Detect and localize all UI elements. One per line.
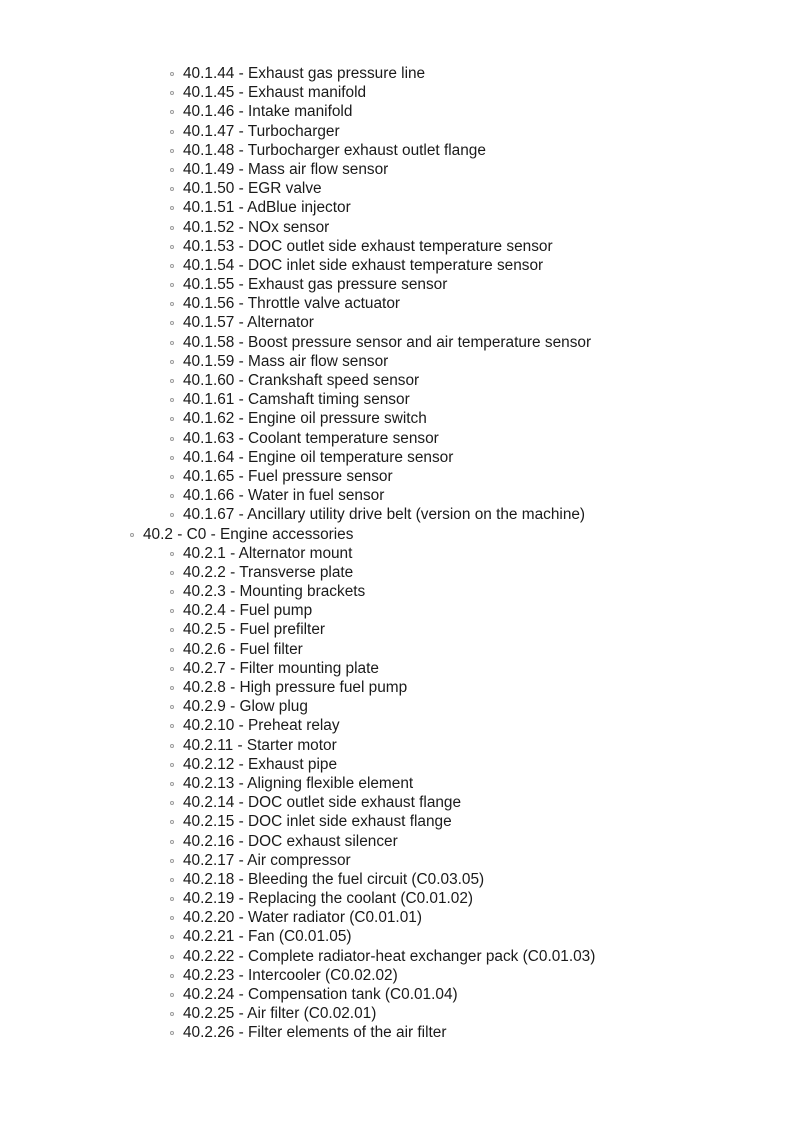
list-item [0,102,794,121]
list-item [0,947,794,966]
bullet-icon [170,302,174,306]
list-item [0,218,794,237]
bullet-icon [170,245,174,249]
list-item-label: 40.2.16 - DOC exhaust silencer [183,832,398,850]
bullet-icon [170,283,174,287]
list-item-label: 40.2.22 - Complete radiator-heat exchanger pack (C0.01.03) [183,947,596,965]
bullet-icon [170,724,174,728]
list-item [0,294,794,313]
list-item [0,870,794,889]
list-item-label: 40.2.14 - DOC outlet side exhaust flange [183,794,462,812]
list-item-label: 40.1.58 - Boost pressure sensor and air temperature sensor [183,333,592,351]
bullet-icon [170,744,174,748]
bullet-icon [170,91,174,95]
list-item [0,371,794,390]
bullet-icon [170,110,174,114]
bullet-icon [170,226,174,230]
list-item [0,448,794,467]
list-item [0,601,794,620]
bullet-icon [170,686,174,690]
list-item-label: 40.1.65 - Fuel pressure sensor [183,467,393,485]
bullet-icon [170,360,174,364]
bullet-icon [170,494,174,498]
list-item-label: 40.2.11 - Starter motor [183,736,337,754]
list-item [0,678,794,697]
list-item [0,889,794,908]
bullet-icon [170,552,174,556]
bullet-icon [170,935,174,939]
list-item [0,83,794,102]
list-item-label: 40.2.21 - Fan (C0.01.05) [183,928,352,946]
list-item [0,409,794,428]
bullet-icon [170,379,174,383]
list-item [0,812,794,831]
bullet-icon [170,609,174,613]
list-item [0,659,794,678]
list-item [0,1023,794,1042]
list-item-label: 40.2.13 - Aligning flexible element [183,774,414,792]
bullet-icon [170,590,174,594]
section-heading [0,525,794,544]
list-item [0,966,794,985]
list-item-label: 40.1.66 - Water in fuel sensor [183,487,385,505]
list-item [0,851,794,870]
list-item-label: 40.1.55 - Exhaust gas pressure sensor [183,276,448,294]
document-page [0,64,794,1043]
list-item [0,832,794,851]
list-item-label: 40.2.4 - Fuel pump [183,602,313,620]
list-item-label: 40.1.48 - Turbocharger exhaust outlet flange [183,141,486,159]
bullet-icon [170,628,174,632]
bullet-icon [170,130,174,134]
list-item [0,544,794,563]
bullet-icon [170,168,174,172]
list-item-label: 40.2.6 - Fuel filter [183,640,303,658]
list-item [0,429,794,448]
table-of-contents [0,64,794,1043]
list-item-label: 40.1.64 - Engine oil temperature sensor [183,448,454,466]
list-item [0,582,794,601]
bullet-icon [170,993,174,997]
list-item-label: 40.2.5 - Fuel prefilter [183,621,326,639]
list-item-label: 40.1.50 - EGR valve [183,180,322,198]
list-item [0,390,794,409]
bullet-icon [170,840,174,844]
bullet-icon [170,974,174,978]
list-item [0,985,794,1004]
bullet-icon [170,1031,174,1035]
list-item-label: 40.1.61 - Camshaft timing sensor [183,391,410,409]
list-item [0,774,794,793]
bullet-icon [170,72,174,76]
bullet-icon [170,859,174,863]
bullet-icon [170,437,174,441]
list-item [0,198,794,217]
bullet-icon [170,897,174,901]
list-item-label: 40.2.17 - Air compressor [183,851,351,869]
list-item [0,64,794,83]
bullet-icon [170,763,174,767]
list-item-label: 40.2.7 - Filter mounting plate [183,659,379,677]
bullet-icon [170,456,174,460]
list-item [0,313,794,332]
list-item [0,467,794,486]
bullet-icon [170,149,174,153]
list-item [0,141,794,160]
list-item-label: 40.1.57 - Alternator [183,314,314,332]
list-item-label: 40.1.54 - DOC inlet side exhaust temperature sensor [183,256,544,274]
list-item-label: 40.2.10 - Preheat relay [183,717,340,735]
list-item [0,620,794,639]
list-item [0,697,794,716]
list-item-label: 40.1.52 - NOx sensor [183,218,330,236]
list-item [0,927,794,946]
list-item-label: 40.2.25 - Air filter (C0.02.01) [183,1005,377,1023]
list-item [0,736,794,755]
list-item-label: 40.2.3 - Mounting brackets [183,583,366,601]
list-item [0,755,794,774]
list-item-label: 40.2.12 - Exhaust pipe [183,755,338,773]
bullet-icon [170,398,174,402]
bullet-icon [170,705,174,709]
bullet-icon [170,782,174,786]
list-item-label: 40.2.9 - Glow plug [183,698,308,716]
list-item-label: 40.2.26 - Filter elements of the air filter [183,1024,447,1042]
list-item-label: 40.1.47 - Turbocharger [183,122,340,140]
list-item [0,352,794,371]
list-item-label: 40.1.63 - Coolant temperature sensor [183,429,439,447]
list-item [0,1004,794,1023]
list-item [0,237,794,256]
list-item [0,160,794,179]
bullet-icon [170,1012,174,1016]
list-item-label: 40.1.62 - Engine oil pressure switch [183,410,427,428]
bullet-icon [170,417,174,421]
bullet-icon [170,264,174,268]
list-item [0,179,794,198]
list-item [0,275,794,294]
list-item-label: 40.1.59 - Mass air flow sensor [183,352,389,370]
list-item [0,716,794,735]
list-item [0,333,794,352]
bullet-icon [170,916,174,920]
list-item-label: 40.1.49 - Mass air flow sensor [183,160,389,178]
list-item-label: 40.1.46 - Intake manifold [183,103,353,121]
bullet-icon [170,801,174,805]
bullet-icon [170,648,174,652]
list-item-label: 40.2.8 - High pressure fuel pump [183,679,408,696]
bullet-icon [170,341,174,345]
list-item-label: 40.2.1 - Alternator mount [183,544,353,562]
bullet-icon [170,820,174,824]
list-item-label: 40.1.60 - Crankshaft speed sensor [183,372,420,389]
list-item-label: 40.2.2 - Transverse plate [183,563,354,581]
list-item-label: 40.2 - C0 - Engine accessories [143,525,354,543]
list-item-label: 40.2.15 - DOC inlet side exhaust flange [183,813,452,831]
list-item [0,793,794,812]
bullet-icon [130,533,134,537]
bullet-icon [170,513,174,517]
list-item-label: 40.2.19 - Replacing the coolant (C0.01.02) [183,890,474,908]
list-item-label: 40.2.24 - Compensation tank (C0.01.04) [183,986,458,1003]
bullet-icon [170,206,174,210]
bullet-icon [170,187,174,191]
list-item [0,486,794,505]
list-item [0,908,794,927]
list-item [0,563,794,582]
bullet-icon [170,955,174,959]
list-item-label: 40.1.44 - Exhaust gas pressure line [183,65,426,82]
list-item-label: 40.2.23 - Intercooler (C0.02.02) [183,966,398,984]
list-item-label: 40.1.67 - Ancillary utility drive belt (version on the machine) [183,506,586,524]
list-item [0,505,794,524]
list-item-label: 40.1.56 - Throttle valve actuator [183,295,401,313]
list-item [0,122,794,141]
list-item-label: 40.2.18 - Bleeding the fuel circuit (C0.03.05) [183,870,485,888]
bullet-icon [170,667,174,671]
bullet-icon [170,878,174,882]
bullet-icon [170,321,174,325]
list-item-label: 40.1.45 - Exhaust manifold [183,84,367,102]
list-item [0,640,794,659]
list-item-label: 40.1.51 - AdBlue injector [183,199,351,217]
list-item-label: 40.2.20 - Water radiator (C0.01.01) [183,909,422,927]
bullet-icon [170,571,174,575]
bullet-icon [170,475,174,479]
list-item-label: 40.1.53 - DOC outlet side exhaust temperature sensor [183,237,553,255]
list-item [0,256,794,275]
